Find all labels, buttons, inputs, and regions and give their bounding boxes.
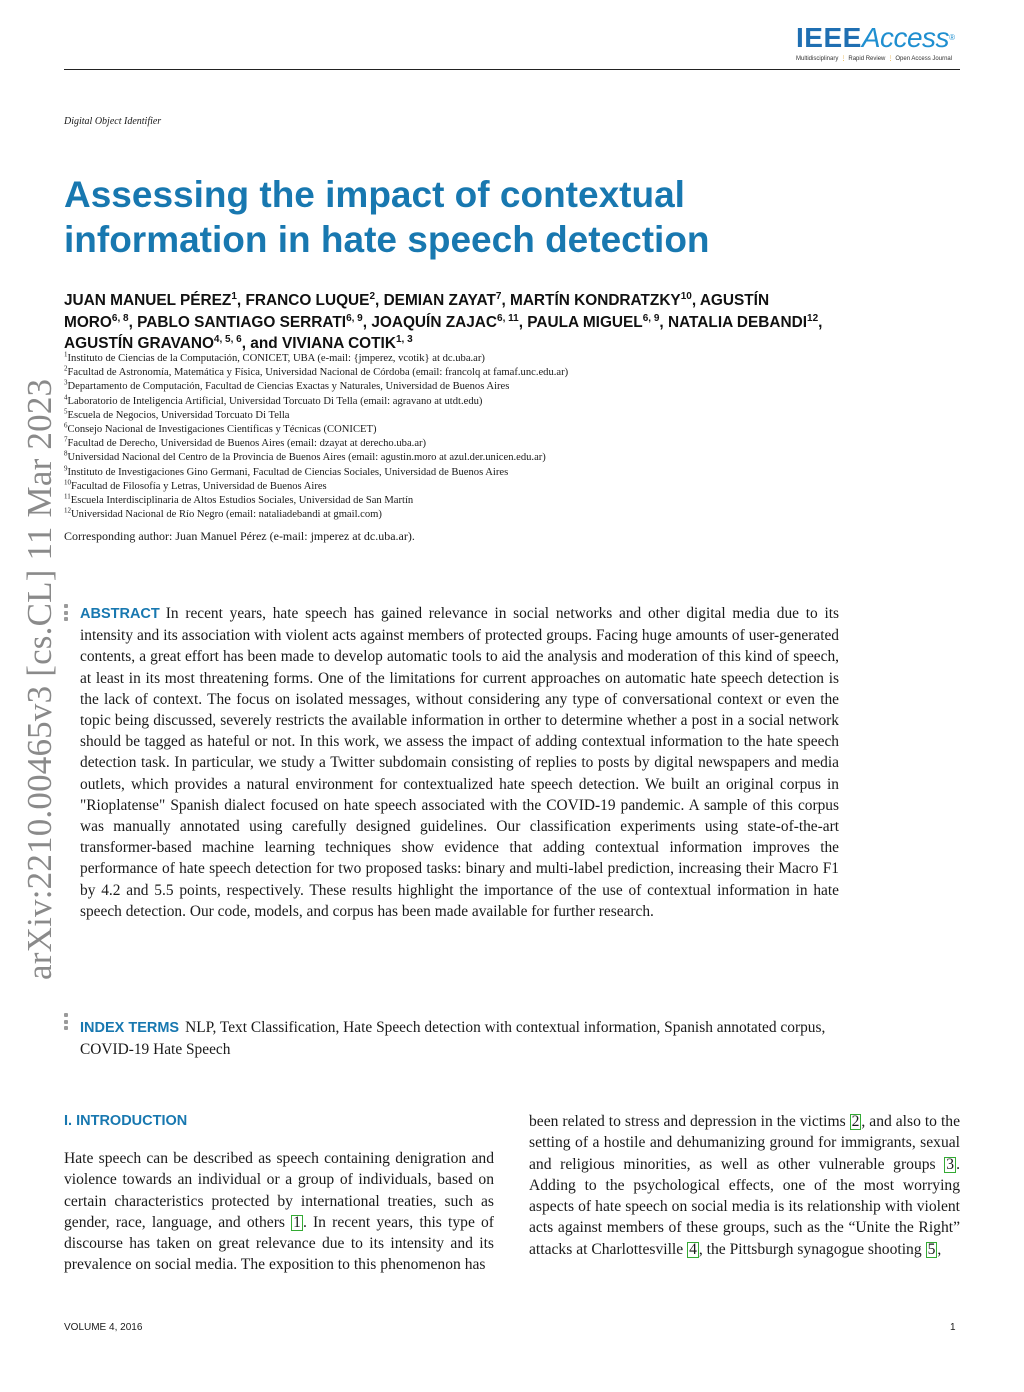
abstract-text: In recent years, hate speech has gained relevance in social networks and other digital media due to its intensity and its association with violent acts against members of protected groups. Facing huge amounts of user-generated contents, a great effort has been made to develop automatic tools to aid the analysis and moderation of this kind of speech, at least in its most threatening forms. One of the limitations for current approaches on automatic hate speech detection is the lack of context. The focus on isolated messages, without considering any type of conversational context or even the topic being discussed, severely restricts the available information in orther to determine whether a post in a social network should be tagged as hateful or not. In this work, we assess the impact of adding contextual information to the hate speech detection task. In particular, we study a Twitter subdomain consisting of replies to posts by digital newspapers and media outlets, which provides a natural environment for contextualized hate speech detection. We built an original corpus in "Rioplatense" Spanish dialect focused on hate speech associated with the COVID-19 pandemic. A sample of this corpus was manually annotated using carefully designed guidelines. Our classification experiments using state-of-the-art transformer-based machine learning techniques show evidence that adding contextual information improves the performance of hate speech detection for two proposed tasks: binary and multi-label prediction, increasing their Macro F1 by 4.2 and 5.5 points, respectively. These results highlight the importance of the use of contextual information in hate speech detection. Our code, models, and corpus has been made available for further research.	[80, 605, 839, 920]
affiliation	[64, 508, 824, 522]
author	[527, 314, 659, 331]
author-list: JUAN MANUEL PÉREZ$^1$, FRANCO LUQUE$^2$, DEMIAN ZAYAT$^7$, MARTÍN KONDRATZKY$^{10}$, AGUSTÍN MORO$^{6, 8}$, PABLO SANTIAGO SERRATI$^{6, 9}$, JOAQUÍN ZAJAC$^{6, 11}$, PAULA MIGUEL$^{6, 9}$, NATALIA DEBANDI$^{12}$, AGUSTÍN GRAVANO$^{4, 5, 6}$, and VIVIANA COTIK$^{1, 3}$	[64, 290, 823, 352]
author	[371, 314, 518, 331]
affiliation-text: Departamento de Computación, Facultad de Ciencias Exactas y Naturales, Universidad de Buenos Aires	[67, 381, 510, 393]
abstract-label: ABSTRACT	[80, 606, 160, 622]
author-affiliation-sup: 1	[231, 290, 237, 302]
index-terms-dots-icon	[64, 1013, 70, 1033]
logo-mark: ®	[949, 33, 955, 42]
author	[245, 292, 375, 309]
author-name: PAULA MIGUEL	[527, 313, 643, 331]
author-affiliation-sup: 6, 8	[111, 312, 129, 324]
affiliation-list	[64, 352, 824, 522]
body-column-right	[529, 1111, 960, 1260]
doi-label: Digital Object Identifier	[64, 116, 162, 127]
author-name: DEMIAN ZAYAT	[383, 292, 496, 309]
affiliation-text: Instituto de Investigaciones Gino Germani, Facultad de Ciencias Sociales, Universidad de Buenos Aires	[67, 466, 509, 478]
citation-link[interactable]	[850, 1114, 862, 1130]
affiliation	[64, 494, 824, 508]
affiliation-text: Facultad de Filosofía y Letras, Universidad de Buenos Aires	[71, 480, 327, 492]
citation-number: 3	[946, 1155, 955, 1173]
affiliation-number: 11	[64, 492, 71, 501]
ieee-access-logo	[796, 24, 961, 64]
citation-number: 1	[293, 1213, 301, 1231]
author-affiliation-sup: 4, 5, 6	[213, 333, 242, 345]
paper-title: Assessing the impact of contextual information in hate speech detection	[64, 174, 710, 260]
body-column-left	[64, 1148, 494, 1276]
affiliation-text: Instituto de Ciencias de la Computación, CONICET, UBA (e-mail: {jmperez, vcotik} at dc.uba.ar)	[67, 353, 485, 364]
author-affiliation-sup: 10	[680, 290, 692, 302]
body-text: been related to stress and depression in the victims	[529, 1113, 850, 1130]
corresponding-author: Corresponding author: Juan Manuel Pérez (e-mail: jmperez at dc.uba.ar).	[64, 529, 415, 543]
affiliation	[64, 380, 824, 394]
author-name: AGUSTÍN MORO	[64, 292, 770, 331]
affiliation	[64, 409, 824, 423]
affiliation-text: Facultad de Derecho, Universidad de Buenos Aires (email: dzayat at derecho.uba.ar)	[67, 438, 427, 450]
affiliation-text: Facultad de Astronomía, Matemática y Física, Universidad Nacional de Córdoba (email: francolq at famaf.unc.edu.ar)	[67, 367, 569, 379]
affiliation-number: 2	[64, 364, 68, 373]
affiliation-text: Escuela de Negocios, Universidad Torcuato Di Tella	[67, 409, 290, 421]
affiliation	[64, 466, 824, 480]
citation-number: 2	[851, 1113, 860, 1130]
affiliation-number: 10	[64, 478, 71, 487]
body-text: , the Pittsburgh synagogue shooting	[698, 1240, 926, 1258]
author	[137, 314, 363, 331]
author-affiliation-sup: 6, 9	[346, 312, 363, 324]
author-name: PABLO SANTIAGO SERRATI	[137, 313, 347, 331]
affiliation-text: Universidad Nacional del Centro de la Provincia de Buenos Aires (email: agustin.moro at azul.der.unicen.edu.ar)	[67, 452, 546, 464]
author-name: MARTÍN KONDRATZKY	[510, 292, 681, 309]
citation-number: 5	[927, 1240, 936, 1258]
body-text: , and also to the setting of a hostile and dehumanizing ground for immigrants, sexual and religious minorities, as well as other vulnerable groups	[529, 1113, 960, 1173]
author-name: JOAQUÍN ZAJAC	[371, 313, 498, 331]
affiliation-number: 5	[64, 407, 68, 416]
affiliation-number: 4	[64, 393, 68, 402]
index-terms-label: INDEX TERMS	[80, 1020, 180, 1036]
author-affiliation-sup: 12	[807, 312, 819, 324]
section-heading: I. INTRODUCTION	[64, 1113, 188, 1129]
affiliation-text: Laboratorio de Inteligencia Artificial, Universidad Torcuato Di Tella (email: agravano at utdt.edu)	[67, 395, 483, 407]
affiliation-number: 1	[64, 350, 68, 359]
body-text: Hate speech can be described as speech containing denigration and violence towards an individual or a group of individuals, based on certain characteristics protected by international treaties, such as gender, race, language, and others	[64, 1150, 494, 1231]
affiliation	[64, 423, 824, 437]
affiliation-text: Consejo Nacional de Investigaciones Científicas y Técnicas (CONICET)	[67, 424, 377, 436]
author	[64, 335, 242, 352]
affiliation-number: 6	[64, 421, 68, 430]
author	[64, 292, 237, 309]
author	[668, 314, 818, 331]
author-affiliation-sup: 6, 11	[497, 312, 519, 324]
affiliation-number: 8	[64, 449, 68, 458]
author-affiliation-sup: 1, 3	[395, 333, 413, 345]
citation-link[interactable]	[687, 1242, 699, 1258]
affiliation-number: 9	[64, 464, 68, 473]
logo-access: Access	[861, 22, 950, 53]
author-affiliation-sup: 7	[495, 290, 502, 302]
logo-ieee: IEEE	[796, 22, 862, 53]
index-terms	[80, 1017, 839, 1060]
author-name: VIVIANA COTIK	[281, 335, 396, 352]
abstract-dots-icon	[64, 604, 70, 624]
author-affiliation-sup: 6, 9	[642, 312, 660, 324]
affiliation	[64, 437, 824, 451]
author-affiliation-sup: 2	[369, 290, 375, 302]
citation-number: 4	[689, 1240, 697, 1258]
author	[384, 292, 502, 309]
author	[282, 335, 413, 352]
affiliation	[64, 480, 824, 494]
header-rule	[64, 69, 960, 70]
affiliation-number: 7	[64, 435, 68, 444]
author-name: NATALIA DEBANDI	[667, 313, 808, 331]
footer-page-number: 1	[950, 1322, 956, 1333]
logo-tagline: Multidisciplinary ⋮ Rapid Review ⋮ Open Access Journal	[796, 56, 953, 62]
author-name: AGUSTÍN GRAVANO	[64, 335, 214, 352]
affiliation	[64, 451, 824, 465]
affiliation	[64, 352, 824, 366]
index-terms-text: NLP, Text Classification, Hate Speech detection with contextual information, Spanish annotated corpus, COVID-19 Hate Speech	[80, 1019, 826, 1059]
body-text: ,	[937, 1240, 942, 1258]
affiliation-number: 3	[64, 378, 68, 387]
author-name: FRANCO LUQUE	[245, 292, 370, 309]
body-text: . Adding to the psychological effects, one of the most worrying aspects of hate speech on social media is its relationship with violent acts against members of these groups, such as the “Unite the Right” attacks at Charlottesville	[529, 1155, 960, 1258]
citation-link[interactable]	[291, 1215, 303, 1231]
affiliation	[64, 366, 824, 380]
abstract	[80, 603, 839, 922]
affiliation-text: Universidad Nacional de Río Negro (email: nataliadebandi at gmail.com)	[71, 509, 382, 521]
citation-link[interactable]	[944, 1157, 956, 1173]
affiliation	[64, 395, 824, 409]
arxiv-stamp: arXiv:2210.00465v3 [cs.CL] 11 Mar 2023	[20, 378, 59, 980]
affiliation-number: 12	[64, 506, 71, 515]
citation-link[interactable]	[926, 1242, 938, 1258]
author-name: JUAN MANUEL PÉREZ	[64, 292, 232, 309]
author	[510, 292, 692, 309]
affiliation-text: Escuela Interdisciplinaria de Altos Estudios Sociales, Universidad de San Martín	[70, 495, 414, 507]
body-text: . In recent years, this type of discourse has taken on great relevance due to its intensity and its prevalence on social media. The exposition to this phenomenon has	[64, 1213, 495, 1274]
footer-volume: VOLUME 4, 2016	[64, 1322, 143, 1333]
